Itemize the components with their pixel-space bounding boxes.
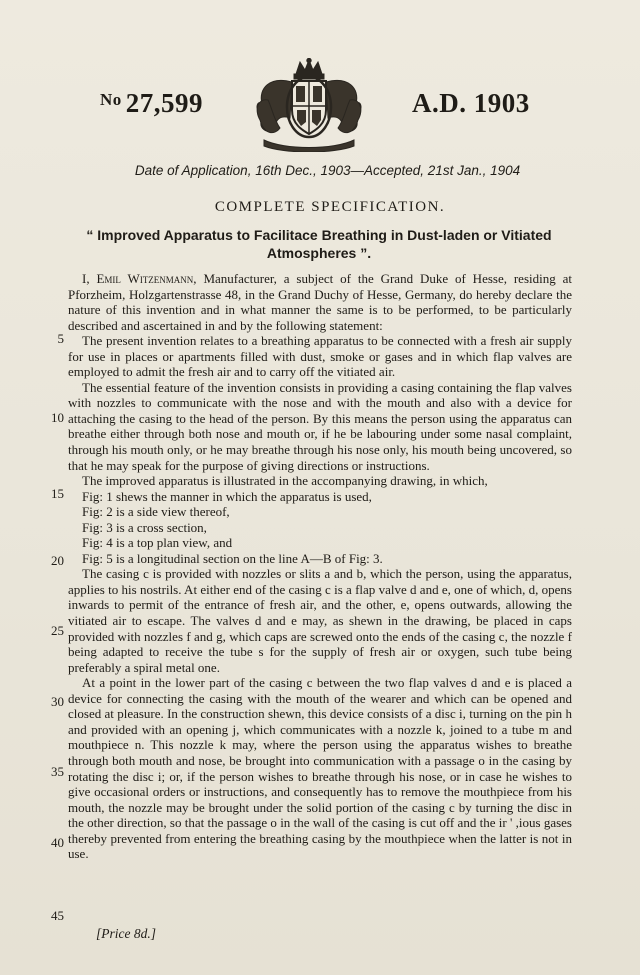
specification-body [68, 271, 572, 862]
intro-paragraph: I, Emil Witzenmann, Manufacturer, a subject of the Grand Duke of Hesse, residing at Pforzheim, Holzgartenstrasse 48, in the Grand Duchy of Hesse, Germany, do hereby declare the nature of this invention and in what manner the same is to be performed, to be particularly described and ascertained in and by the following statement: [68, 271, 572, 333]
figure-list-item: Fig: 4 is a top plan view, and [82, 535, 233, 551]
patent-number [100, 88, 203, 119]
body-paragraph: The casing c is provided with nozzles or slits a and b, which the person, using the apparatus, applies to his nostrils. At either end of the casing c is a flap valve d and e, one of which, d, opens inwards to permit of the entrance of fresh air, and the other, e, opens outwards, allowing the vitiated air to escape. The valves d and e may, as shewn in the drawing, be placed in caps provided with nozzles f and g, which caps are screwed onto the ends of the casing c, the nozzle f being adapted to receive the tube s for the supply of fresh air or oxygen, such tube being preferably a spiral metal one. [68, 566, 572, 675]
figure-list-item: Fig: 5 is a longitudinal section on the line A—B of Fig: 3. [82, 550, 383, 566]
line-number: 5 [57, 331, 64, 346]
body-paragraph: The essential feature of the invention consists in providing a casing containing the flap valves with nozzles to communicate with the nose and with the mouth and also with a device for attaching the casing to the head of the person. By this means the person using the apparatus can breathe either through both nose and mouth or, if he be labouring under some nasal complaint, through his mouth only, or he may breathe through his nose only, his mouth being uncovered, so that he may speak for the purpose of giving directions or instructions. [68, 379, 572, 473]
body-paragraph: The improved apparatus is illustrated in the accompanying drawing, in which, [82, 473, 488, 489]
number-prefix: No [100, 90, 122, 109]
line-number: 30 [51, 694, 64, 709]
patent-year: A.D. 1903 [412, 88, 530, 118]
line-number: 40 [51, 835, 64, 850]
figure-list-item: Fig: 2 is a side view thereof, [82, 504, 230, 520]
inventor-name: Emil Witzenmann, [96, 271, 197, 286]
figure-list-item: Fig: 3 is a cross section, [82, 519, 207, 535]
royal-coat-of-arms-icon [250, 58, 368, 152]
invention-title: “ Improved Apparatus to Facilitace Breathing in Dust-laden or Vitiated Atmospheres ”. [86, 227, 552, 261]
price-label: [Price 8d.] [96, 926, 156, 941]
number-value: 27,599 [125, 88, 204, 118]
application-dates: Date of Application, 16th Dec., 1903—Accepted, 21st Jan., 1904 [134, 163, 521, 178]
body-paragraph: The present invention relates to a breathing apparatus to be connected with a fresh air supply for use in places or apartments filled with dust, smoke or gases and in which flap valves are employed to admit the fresh air and to carry off the vitiated air. [68, 333, 572, 380]
line-number: 35 [51, 764, 64, 779]
line-number: 10 [51, 410, 64, 425]
line-number: 25 [51, 623, 64, 638]
line-number: 15 [51, 486, 64, 501]
figure-list-item: Fig: 1 shews the manner in which the apparatus is used, [82, 488, 372, 504]
specification-heading: COMPLETE SPECIFICATION. [214, 199, 446, 215]
body-paragraph: At a point in the lower part of the casing c between the two flap valves d and e is placed a device for connecting the casing with the mouth of the wearer and which can be opened and closed at pleasure. In the construction shewn, this device consists of a disc i, turning on the pin h and provided with an opening j, which communicates with a nozzle k, joined to a tube m and mouthpiece n. This nozzle k may, where the person using the apparatus wishes to breathe through both mouth and nose, be brought into communication with a passage o in the casing by rotating the disc i; or, if the person wishes to breathe through his nose, or in case he wishes to give occasional orders or instructions, and consequently has to remove the mouthpiece from his mouth, the nozzle may be brought under the solid portion of the casing c by turning the disc in the other direction, so that the passage o in the wall of the casing is cut off and the ir ' ,ious gases thereby prevented from entering the breathing casing by the mouthpiece when the latter is not in use. [68, 675, 572, 862]
line-number: 20 [51, 553, 64, 568]
line-number: 45 [51, 908, 64, 923]
